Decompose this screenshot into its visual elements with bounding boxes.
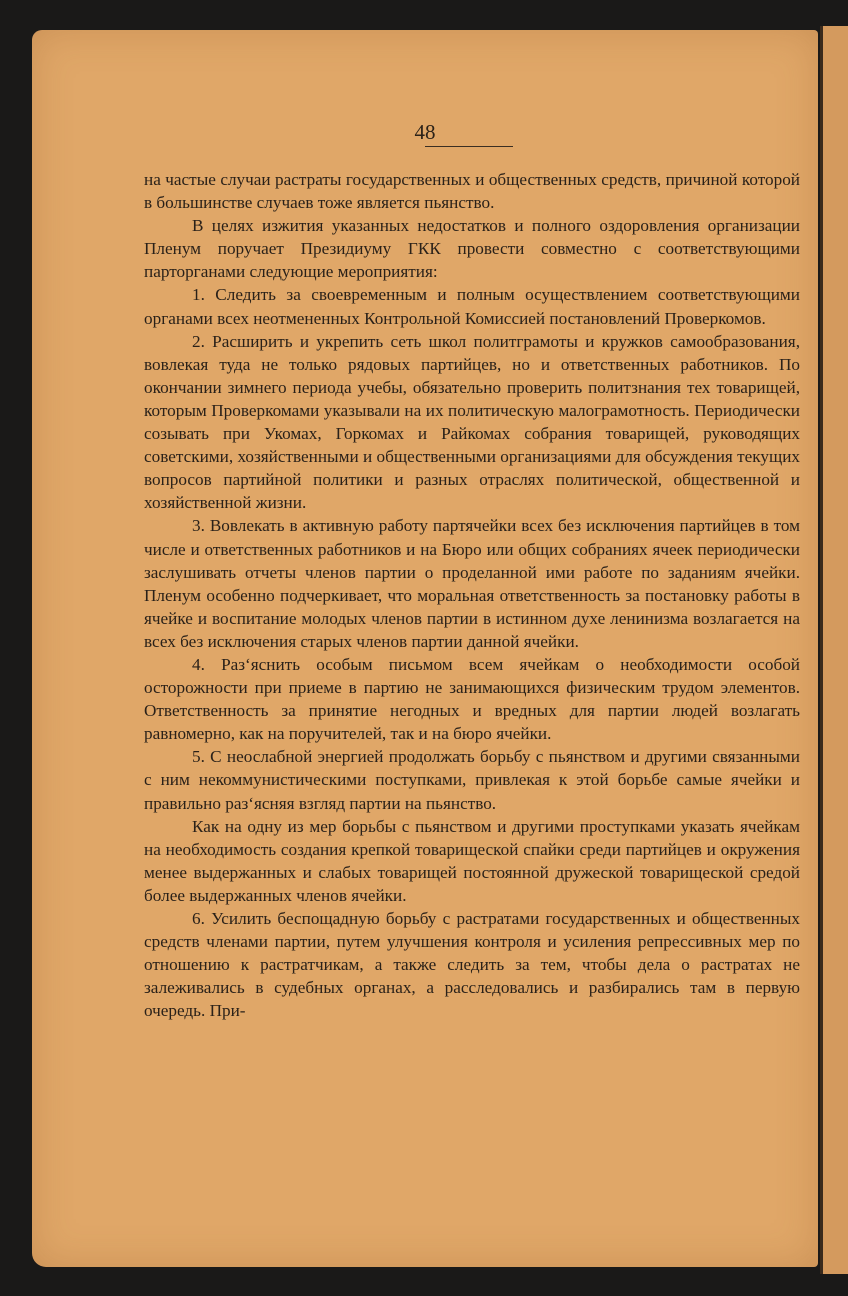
paragraph: 4. Раз‘яснить особым письмом всем ячейкам о необходимости особой осторожности при приеме в партию не занимающихся физическим трудом элементов. Ответственность за принятие негодных и вредных для партии людей возлагать равномерно, как на поручителей, так и на бюро ячейки.	[144, 654, 800, 744]
page-number-rule	[425, 146, 513, 147]
paragraph: 2. Расширить и укрепить сеть школ политграмоты и кружков самообразования, вовлекая туда не только рядовых партийцев, но и ответственных работников. По окончании зимнего периода учебы, обязательно проверить политзнания тех товарищей, которым Проверкомами указывали на их политическую малограмотность. Периодически созывать при Укомах, Горкомах и Райкомах собрания товарищей, руководящих советскими, хозяйственными и общественными организациями для обсуждения текущих вопросов партийной политики и разных отраслях политической, общественной и хозяйственной жизни.	[144, 331, 800, 513]
book-page	[32, 30, 818, 1267]
paragraph: 3. Вовлекать в активную работу партячейки всех без исключения партийцев в том числе и ответственных работников и на Бюро или общих собраниях ячеек периодически заслушивать отчеты членов партии о проделанной ими работе по заданиям ячейки. Пленум особенно подчеркивает, что моральная ответственность за постановку работы в ячейке и воспитание молодых членов партии в истинном духе ленинизма возлагается на всех без исключения старых членов партии данной ячейки.	[144, 516, 800, 651]
paragraph: 5. С неослабной энергией продолжать борьбу с пьянством и другими связанными с ним некоммунистическими поступками, привлекая к этой борьбе самые ячейки и правильно раз‘ясняя взгляд партии на пьянство.	[144, 747, 800, 813]
adjacent-page-edge	[820, 26, 848, 1274]
body-text	[144, 168, 800, 1022]
paragraph: В целях изжития указанных недостатков и полного оздоровления организации Пленум поручает Президиуму ГКК провести совместно с соответствующими парторганами следующие мероприятия:	[144, 216, 800, 282]
paragraph: 6. Усилить беспощадную борьбу с растратами государственных и общественных средств членами партии, путем улучшения контроля и усиления репрессивных мер по отношению к растратчикам, а также следить за тем, чтобы дела о растратах не залеживались в судебных органах, а расследовались и разбирались там в первую очередь. При-	[144, 909, 800, 1021]
paragraph: 1. Следить за своевременным и полным осуществлением соответствующими органами всех неотмененных Контрольной Комиссией постановлений Проверкомов.	[144, 285, 800, 328]
paragraph: на частые случаи растраты государственных и общественных средств, причиной которой в большинстве случаев тоже является пьянство.	[144, 170, 800, 213]
page-number: 48	[414, 120, 436, 144]
paragraph: Как на одну из мер борьбы с пьянством и другими проступками указать ячейкам на необходимость создания крепкой товарищеской спайки среди партийцев и окружения менее выдержанных и слабых товарищей постоянной дружеской товарищеской средой более выдержанных членов ячейки.	[144, 816, 800, 905]
